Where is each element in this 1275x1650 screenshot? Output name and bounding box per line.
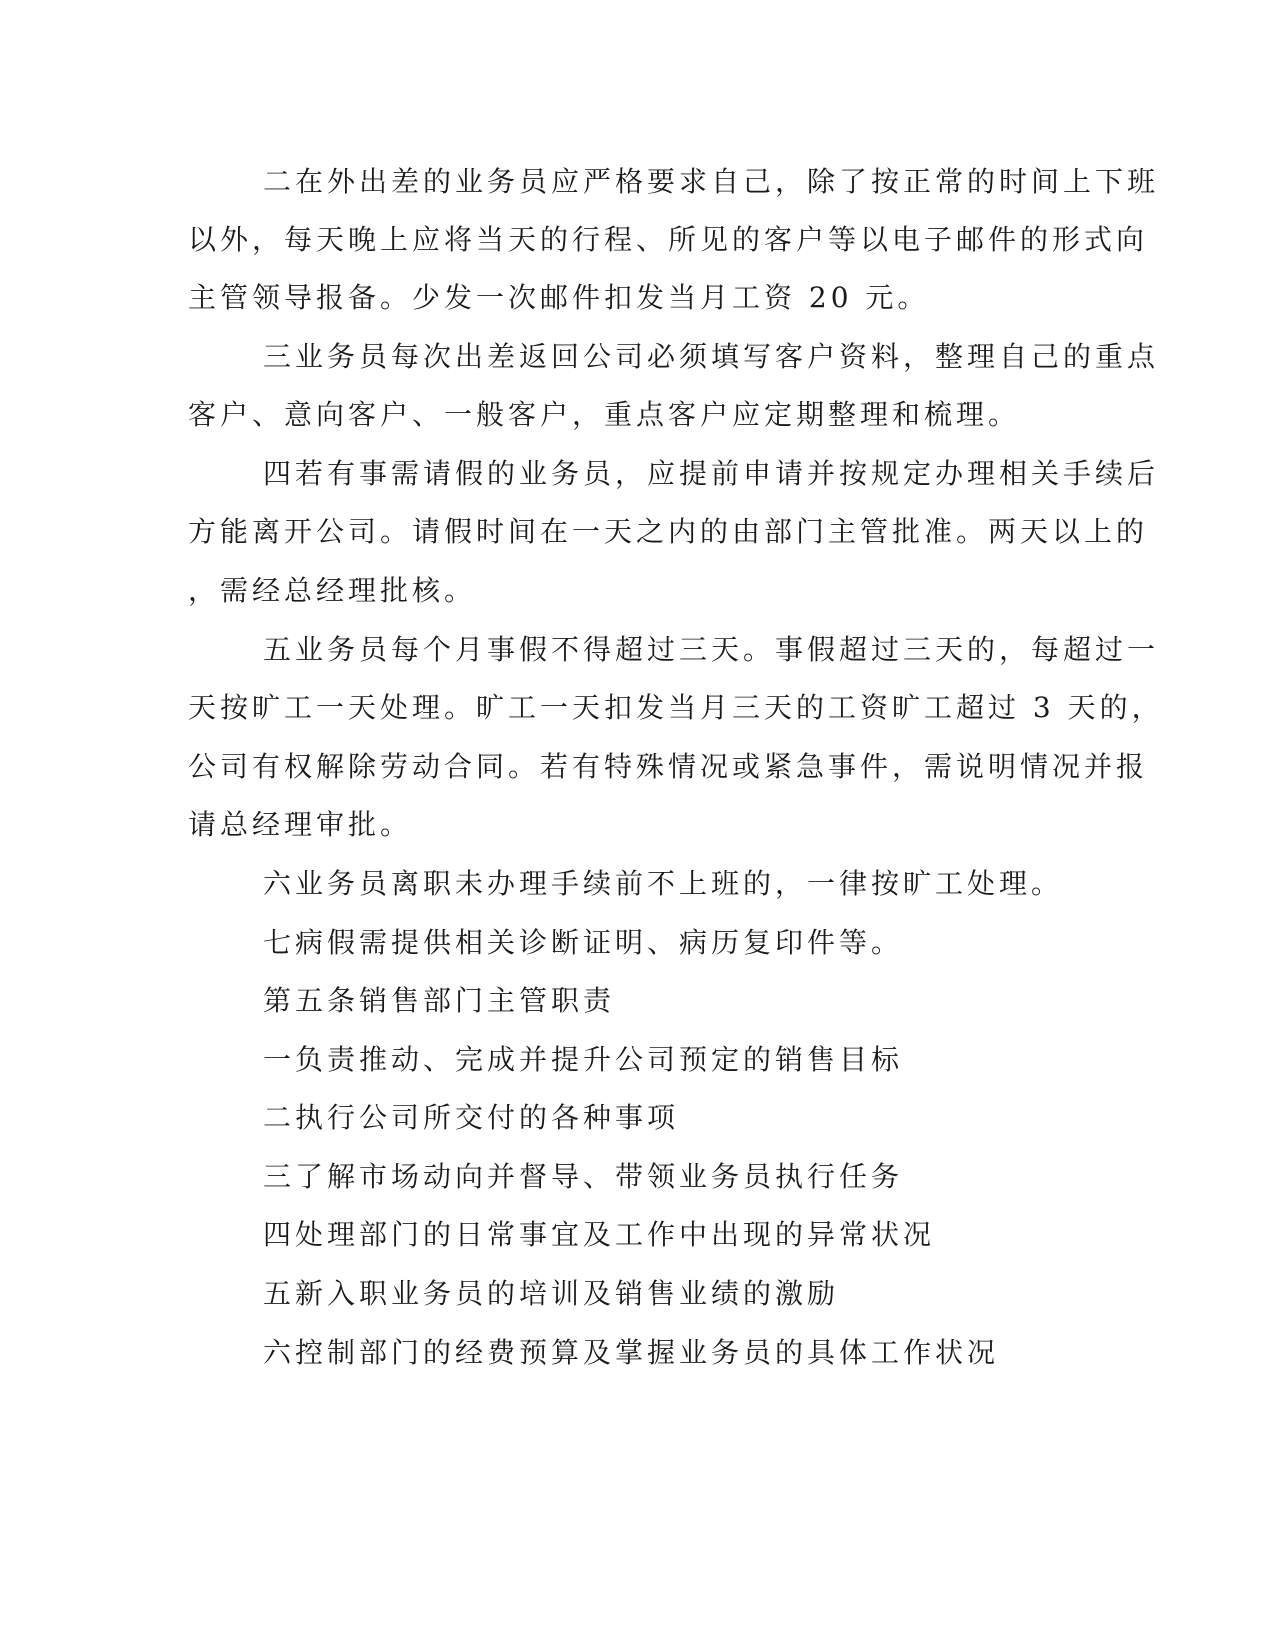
paragraph-3-line-2: 客户、意向客户、一般客户，重点客户应定期整理和梳理。 bbox=[188, 398, 1021, 431]
paragraph-3-line-1: 三业务员每次出差返回公司必须填写客户资料，整理自己的重点 bbox=[263, 340, 1160, 373]
duty-item-1: 一负责推动、完成并提升公司预定的销售目标 bbox=[263, 1043, 904, 1076]
paragraph-2-line-1: 二在外出差的业务员应严格要求自己，除了按正常的时间上下班 bbox=[263, 165, 1160, 198]
paragraph-2-line-2: 以外，每天晚上应将当天的行程、所见的客户等以电子邮件的形式向 bbox=[188, 223, 1149, 256]
duty-item-6: 六控制部门的经费预算及掌握业务员的具体工作状况 bbox=[263, 1336, 1000, 1369]
duty-item-4: 四处理部门的日常事宜及工作中出现的异常状况 bbox=[263, 1218, 936, 1251]
paragraph-4-line-2: 方能离开公司。请假时间在一天之内的由部门主管批准。两天以上的 bbox=[188, 515, 1149, 548]
paragraph-2-line-3: 主管领导报备。少发一次邮件扣发当月工资 20 元。 bbox=[188, 281, 930, 314]
paragraph-7: 七病假需提供相关诊断证明、病历复印件等。 bbox=[263, 926, 904, 959]
duty-item-3: 三了解市场动向并督导、带领业务员执行任务 bbox=[263, 1160, 904, 1193]
paragraph-4-line-1: 四若有事需请假的业务员，应提前申请并按规定办理相关手续后 bbox=[263, 457, 1160, 490]
paragraph-5-line-4: 请总经理审批。 bbox=[188, 808, 413, 841]
paragraph-6: 六业务员离职未办理手续前不上班的，一律按旷工处理。 bbox=[263, 867, 1064, 900]
paragraph-5-line-3: 公司有权解除劳动合同。若有特殊情况或紧急事件，需说明情况并报 bbox=[188, 750, 1149, 783]
duty-item-2: 二执行公司所交付的各种事项 bbox=[263, 1101, 680, 1134]
duty-item-5: 五新入职业务员的培训及销售业绩的激励 bbox=[263, 1277, 840, 1310]
paragraph-5-line-2: 天按旷工一天处理。旷工一天扣发当月三天的工资旷工超过 3 天的， bbox=[188, 691, 1164, 724]
section-heading: 第五条销售部门主管职责 bbox=[263, 984, 616, 1017]
paragraph-5-line-1: 五业务员每个月事假不得超过三天。事假超过三天的，每超过一 bbox=[263, 633, 1160, 666]
paragraph-4-line-3: ，需经总经理批核。 bbox=[188, 574, 477, 607]
